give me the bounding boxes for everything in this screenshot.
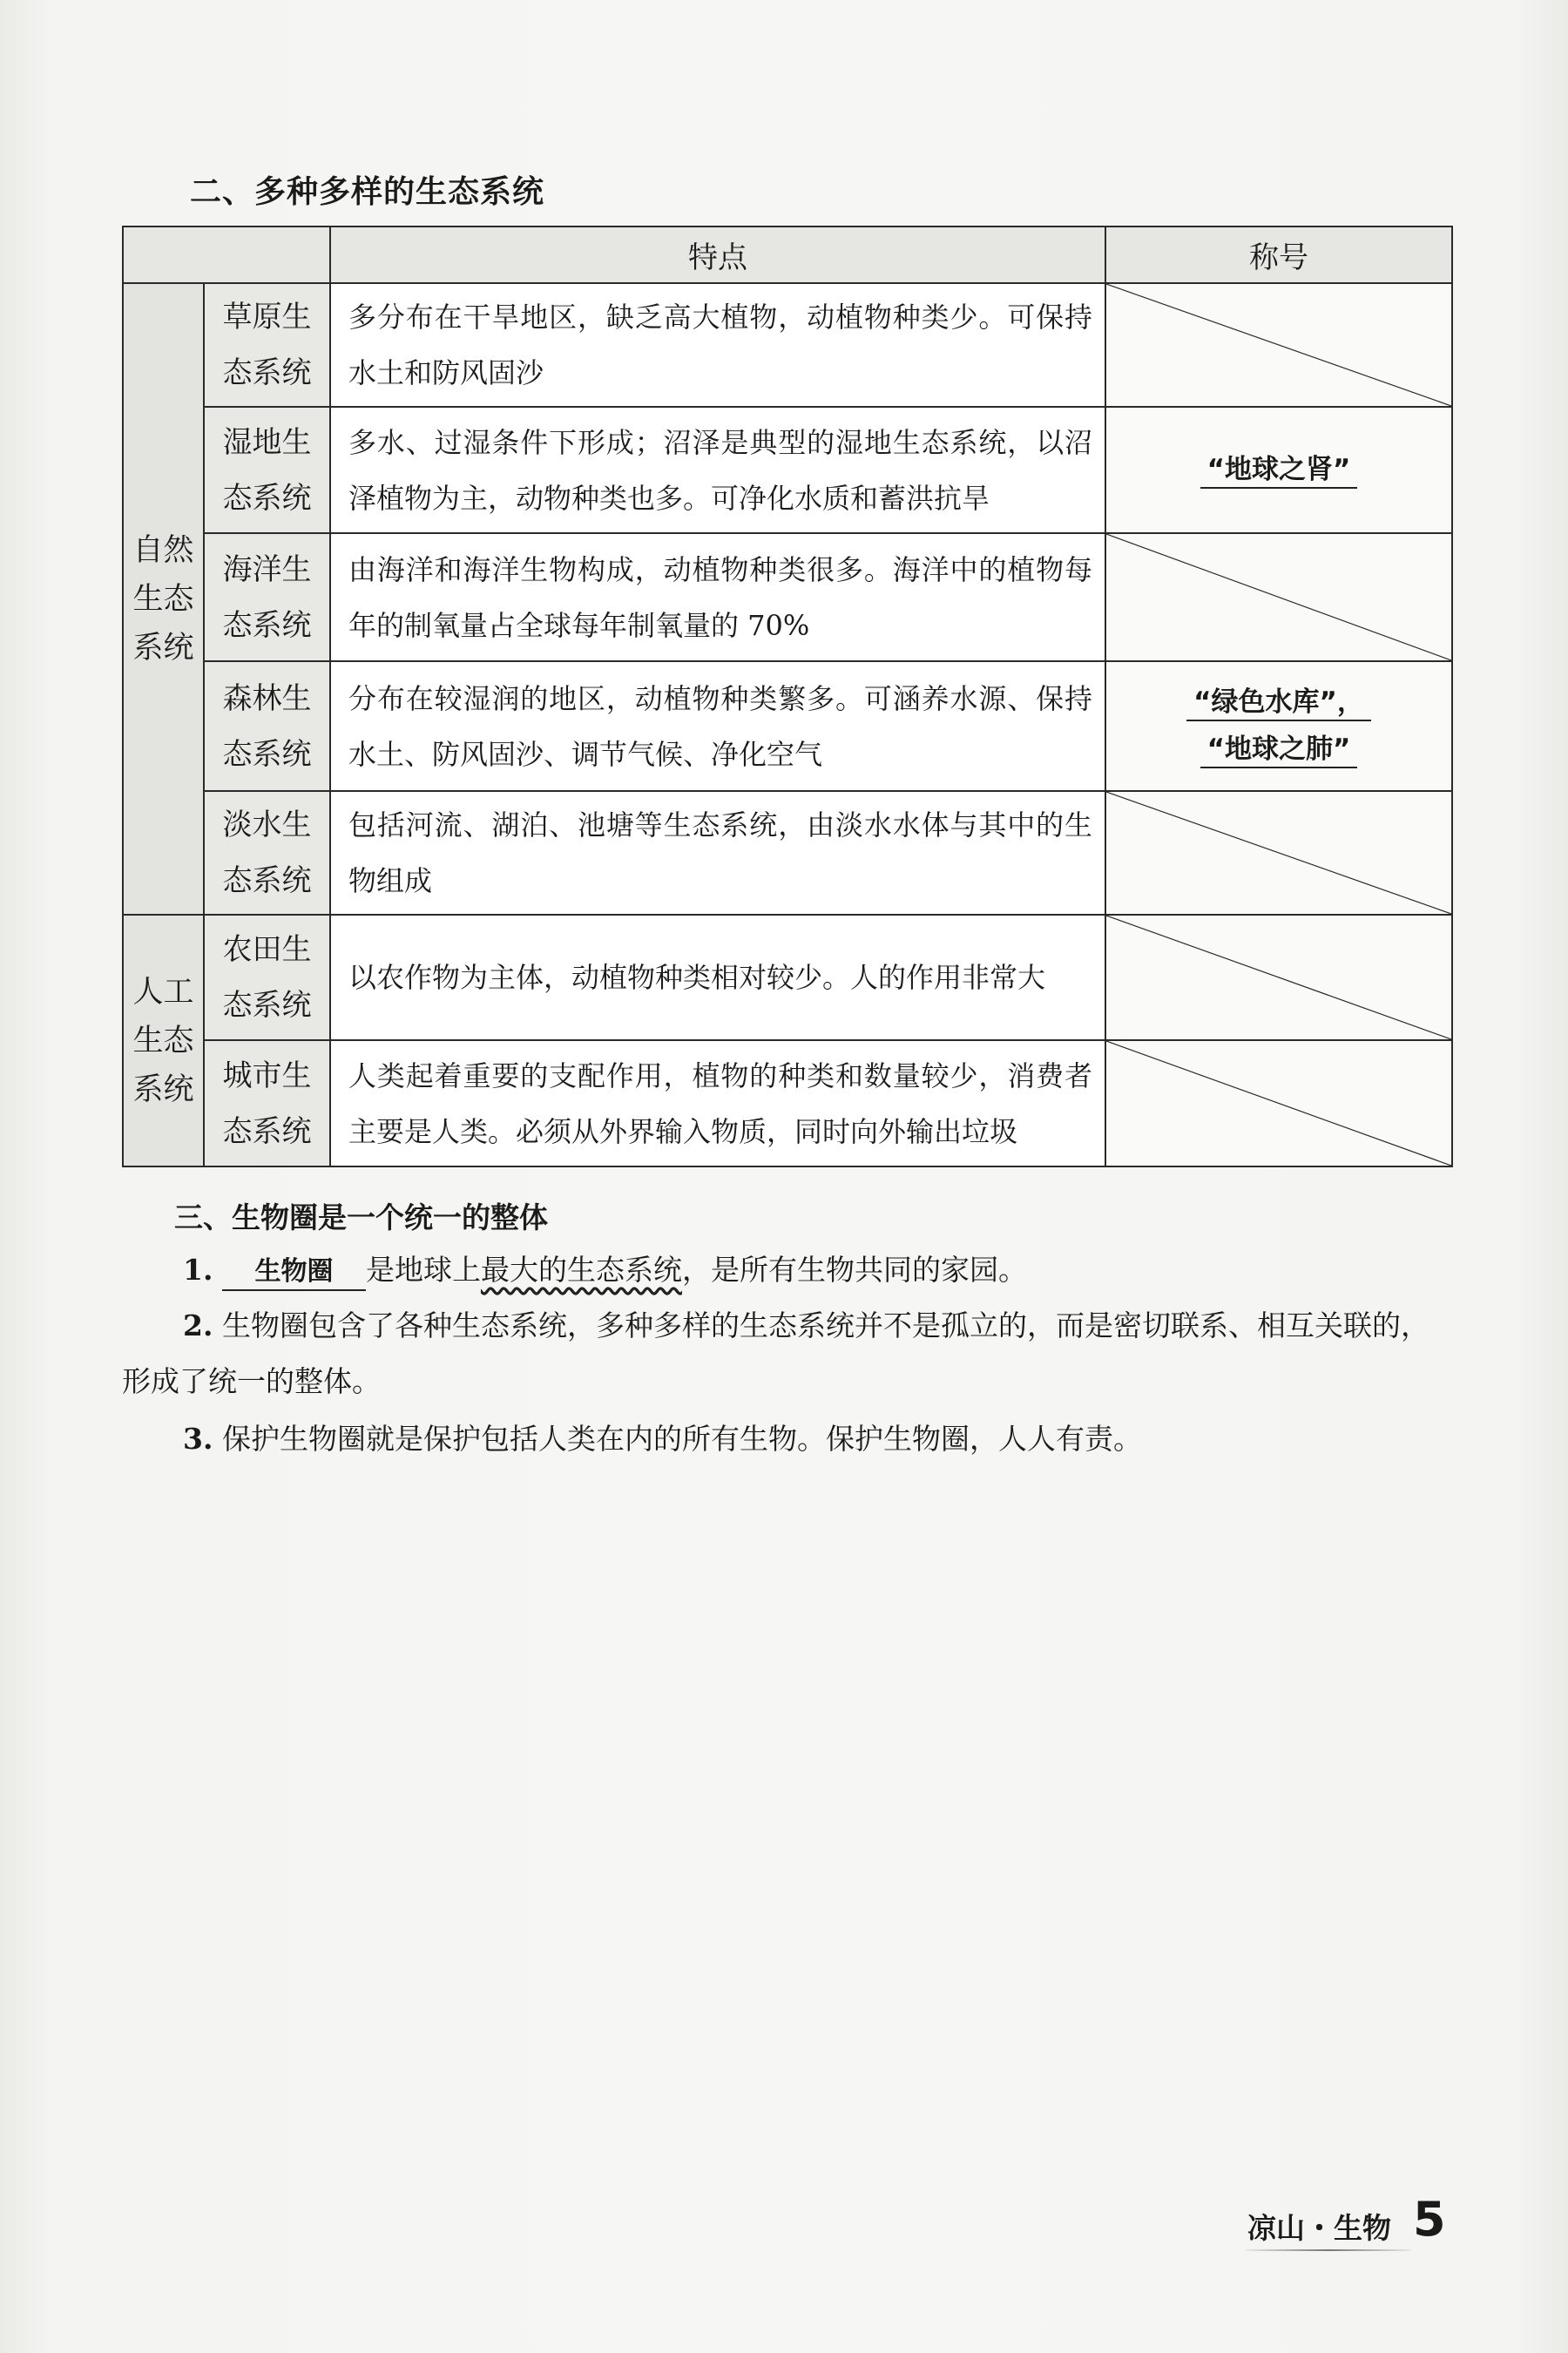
name-cell-empty xyxy=(1105,1040,1452,1166)
name-cell-empty xyxy=(1105,533,1452,661)
header-feature: 特点 xyxy=(330,227,1105,283)
table-row xyxy=(123,791,1452,915)
feature-cell: 包括河流、湖泊、池塘等生态系统，由淡水水体与其中的生物组成 xyxy=(330,791,1105,915)
name-cell-empty xyxy=(1105,915,1452,1040)
table-row xyxy=(123,661,1452,791)
type-grassland: 草原生 态系统 xyxy=(222,300,312,390)
paragraph-2 xyxy=(122,1298,1455,1410)
diagonal-slash xyxy=(1106,916,1451,1039)
name-cell-empty xyxy=(1105,791,1452,915)
feature-cell: 人类起着重要的支配作用，植物的种类和数量较少，消费者主要是人类。必须从外界输入物质，同时向外输出垃圾 xyxy=(330,1040,1105,1166)
feature-cell: 分布在较湿润的地区，动植物种类繁多。可涵养水源、保持水土、防风固沙、调节气候、净化空气 xyxy=(330,661,1105,791)
type-cell xyxy=(204,791,330,915)
group-artificial-label: 人工 生态 系统 xyxy=(132,974,194,1107)
item-number: 3. xyxy=(183,1422,213,1456)
table-row xyxy=(123,1040,1452,1166)
type-cell xyxy=(204,661,330,791)
type-cell xyxy=(204,915,330,1040)
name-cell xyxy=(1105,407,1452,533)
type-cell xyxy=(204,1040,330,1166)
type-ocean: 海洋生 态系统 xyxy=(222,551,312,643)
page-number: 5 xyxy=(1413,2192,1446,2247)
feature-cell: 多分布在干旱地区，缺乏高大植物，动植物种类少。可保持水土和防风固沙 xyxy=(330,283,1105,407)
p1-emphasis: 最大的生态系统 xyxy=(480,1253,682,1287)
diagonal-slash xyxy=(1106,792,1451,914)
item-number: 1. xyxy=(183,1253,213,1287)
name-cell xyxy=(1105,661,1452,791)
p1-text-b: ，是所有生物共同的家园。 xyxy=(681,1253,1027,1287)
type-wetland: 湿地生 态系统 xyxy=(222,424,312,516)
group-artificial xyxy=(123,915,204,1166)
item-number: 2. xyxy=(183,1308,213,1342)
p1-text-a: 是地球上 xyxy=(365,1253,481,1287)
p3-text: 保护生物圈就是保护包括人类在内的所有生物。保护生物圈，人人有责。 xyxy=(221,1422,1142,1456)
name-cell-empty xyxy=(1105,283,1452,407)
type-cell xyxy=(204,407,330,533)
ecosystem-table xyxy=(122,226,1453,1167)
feature-cell: 由海洋和海洋生物构成，动植物种类很多。海洋中的植物每年的制氧量占全球每年制氧量的 70% xyxy=(330,533,1105,661)
type-cell xyxy=(204,283,330,407)
nickname-forest-1: “绿色水库”， xyxy=(1186,685,1371,721)
feature-cell: 以农作物为主体，动植物种类相对较少。人的作用非常大 xyxy=(330,915,1105,1040)
paragraph-3 xyxy=(183,1411,1455,1467)
header-blank xyxy=(123,227,330,283)
diagonal-slash xyxy=(1106,284,1451,406)
table-row xyxy=(123,283,1452,407)
nickname-forest-2: “地球之肺” xyxy=(1200,732,1358,768)
type-farmland: 农田生 态系统 xyxy=(222,932,312,1023)
type-urban: 城市生 态系统 xyxy=(222,1058,312,1149)
type-freshwater: 淡水生 态系统 xyxy=(222,808,312,898)
table-header-row xyxy=(123,227,1452,283)
table-row xyxy=(123,915,1452,1040)
section-title-biosphere: 三、生物圈是一个统一的整体 xyxy=(174,1200,548,1234)
table-row xyxy=(123,533,1452,661)
p2-text: 生物圈包含了各种生态系统，多种多样的生态系统并不是孤立的，而是密切联系、相互关联的，形成了统一的整体。 xyxy=(122,1308,1429,1398)
section-title-ecosystems: 二、多种多样的生态系统 xyxy=(190,174,545,210)
table-row xyxy=(123,407,1452,533)
diagonal-slash xyxy=(1106,534,1451,660)
paragraph-1 xyxy=(183,1242,1455,1298)
fill-blank-answer: 生物圈 xyxy=(222,1254,366,1291)
group-natural xyxy=(123,283,204,915)
type-cell xyxy=(204,533,330,661)
header-name: 称号 xyxy=(1105,227,1452,283)
type-forest: 森林生 态系统 xyxy=(222,680,312,772)
feature-cell: 多水、过湿条件下形成；沼泽是典型的湿地生态系统，以沼泽植物为主，动物种类也多。可净化水质和蓄洪抗旱 xyxy=(330,407,1105,533)
group-natural-label: 自然 生态 系统 xyxy=(132,532,194,666)
footer-label: 凉山・生物 xyxy=(1247,2211,1391,2245)
nickname-wetland: “地球之肾” xyxy=(1200,452,1358,489)
diagonal-slash xyxy=(1106,1041,1451,1166)
footer-divider xyxy=(1246,2249,1411,2251)
